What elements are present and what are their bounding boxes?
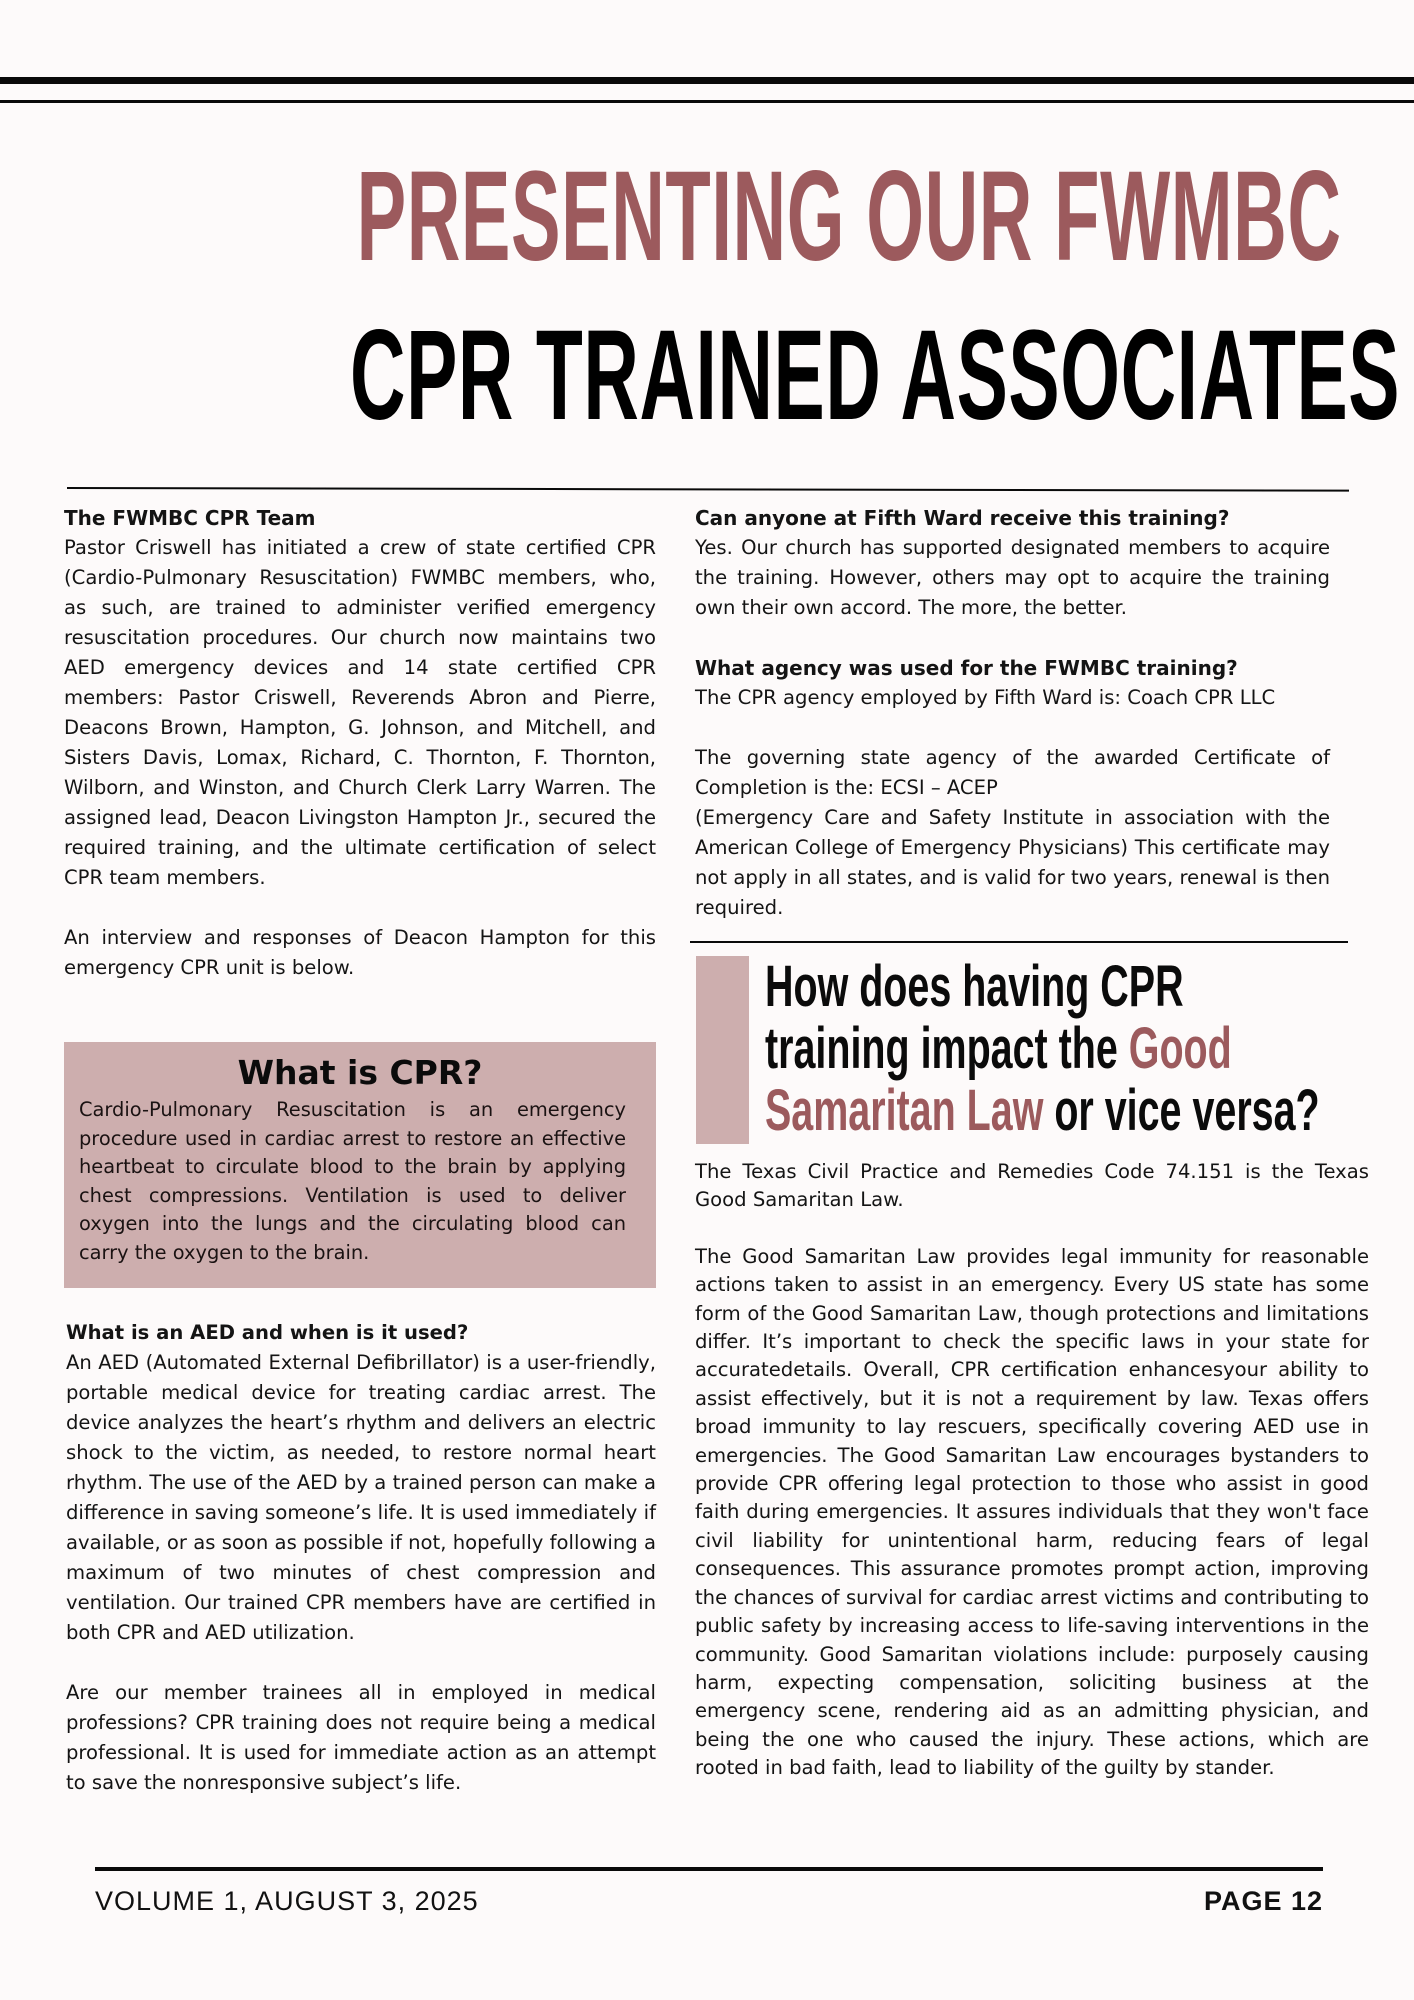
cpr-box-title: What is CPR? [237, 1053, 483, 1092]
q2-heading: What agency was used for the FWMBC training? [695, 656, 1238, 680]
right-column [695, 503, 1330, 923]
right-column-divider [690, 941, 1348, 943]
aed-body: An AED (Automated External Defibrillator) is a user-friendly, portable medical device for treating cardiac arrest. The device analyzes the heart’s rhythm and delivers an electric shock to the victim, as needed, to restore normal heart rhythm. The use of the AED by a trained person can make a difference in saving someone’s life. It is used immediately if available, or as soon as possible if not, hopefully following a maximum of two minutes of chest compression and ventilation. Our trained CPR members have are certified in both CPR and AED utilization. [66, 1351, 656, 1644]
team-heading: The FWMBC CPR Team [64, 506, 316, 530]
title-divider [67, 487, 1349, 492]
headline-line-1 [0, 142, 1414, 292]
good-samaritan-body [695, 1158, 1369, 1783]
governing-agency: The governing state agency of the awarded Certificate of Completion is the: ECSI – ACEP [695, 746, 1330, 799]
q2-body: The CPR agency employed by Fifth Ward is: Coach CPR LLC [695, 686, 1276, 709]
what-is-cpr-box [64, 1042, 656, 1288]
gs-title-part-3: or vice versa? [1043, 1078, 1320, 1143]
team-body: Pastor Criswell has initiated a crew of state certified CPR (Cardio-Pulmonary Resuscitation) FWMBC members, who, as such, are trained to administer verified emergency resuscitation procedures. Our church now maintains two AED emergency devices and 14 state certified CPR members: Pastor Criswell, Reverends Abron and Pierre, Deacons Brown, Hampton, G. Johnson, and Mitchell, and Sisters Davis, Lomax, Richard, C. Thornton, F. Thornton, Wilborn, and Winston, and Church Clerk Larry Warren. The assigned lead, Deacon Livingston Hampton Jr., secured the required training, and the ultimate certification of select CPR team members. [64, 536, 656, 889]
governing-agency-detail: (Emergency Care and Safety Institute in association with the American College of Emergency Physicians) This certificate may not apply in all states, and is valid for two years, renewal is then required. [695, 806, 1330, 919]
aed-section [66, 1318, 656, 1798]
aed-heading: What is an AED and when is it used? [66, 1321, 469, 1344]
gs-body-text: The Good Samaritan Law provides legal immunity for reasonable actions taken to assist in an emergency. Every US state has some form of the Good Samaritan Law, though protections and limitations differ. It’s important to check the specific laws in your state for accuratedetails. Overall, CPR certification enhancesyour ability to assist effectively, but it is not a requirement by law. Texas offers broad immunity to lay rescuers, specifically covering AED use in emergencies. The Good Samaritan Law encourages bystanders to provide CPR offering legal protection to those who assist in good faith during emergencies. It assures individuals that they won't face civil liability for unintentional harm, reducing fears of legal consequences. This assurance promotes prompt action, improving the chances of survival for cardiac arrest victims and contributing to public safety by increasing access to life-saving interventions in the community. Good Samaritan violations include: purposely causing harm, expecting compensation, soliciting business at the emergency scene, rendering aid as an admitting physician, and being the one who caused the injury. These actions, which are rooted in bad faith, lead to liability of the guilty by stander. [695, 1244, 1369, 1780]
gs-title-accent-1: Good [1128, 1016, 1232, 1081]
q1-heading: Can anyone at Fifth Ward receive this training? [695, 506, 1230, 530]
left-column [64, 503, 656, 983]
top-divider-thin [0, 100, 1414, 103]
footer-divider [95, 1867, 1323, 1871]
gs-title-part-2: training impact the [765, 1016, 1129, 1081]
trainees-body: Are our member trainees all in employed in medical professions? CPR training does not require being a medical professional. It is used for immediate action as an attempt to save the nonresponsive subject’s life. [66, 1681, 656, 1794]
good-samaritan-heading [765, 954, 1320, 1143]
footer-volume-date: VOLUME 1, AUGUST 3, 2025 [95, 1886, 479, 1916]
q1-body: Yes. Our church has supported designated members to acquire the training. However, others may opt to acquire the training own their own accord. The more, the better. [695, 536, 1330, 619]
headline-line-1-text: PRESENTING OUR FWMBC [356, 145, 1342, 288]
interview-intro: An interview and responses of Deacon Hampton for this emergency CPR unit is below. [64, 926, 656, 979]
gs-title-part-1: How does having CPR [765, 954, 1184, 1019]
headline-line-2-text: CPR TRAINED ASSOCIATES [350, 304, 1401, 447]
footer-page-number: PAGE 12 [1203, 1886, 1323, 1916]
gs-title-accent-2: Samaritan Law [765, 1078, 1044, 1143]
top-divider-thick [0, 77, 1414, 84]
accent-bar [696, 956, 749, 1144]
headline-line-2 [0, 301, 1414, 451]
gs-intro: The Texas Civil Practice and Remedies Code 74.151 is the Texas Good Samaritan Law. [695, 1160, 1369, 1212]
cpr-box-body: Cardio-Pulmonary Resuscitation is an emergency procedure used in cardiac arrest to restore an effective heartbeat to circulate blood to the brain by applying chest compressions. Ventilation is used to deliver oxygen into the lungs and the circulating blood can carry the oxygen to the brain. [79, 1098, 626, 1264]
